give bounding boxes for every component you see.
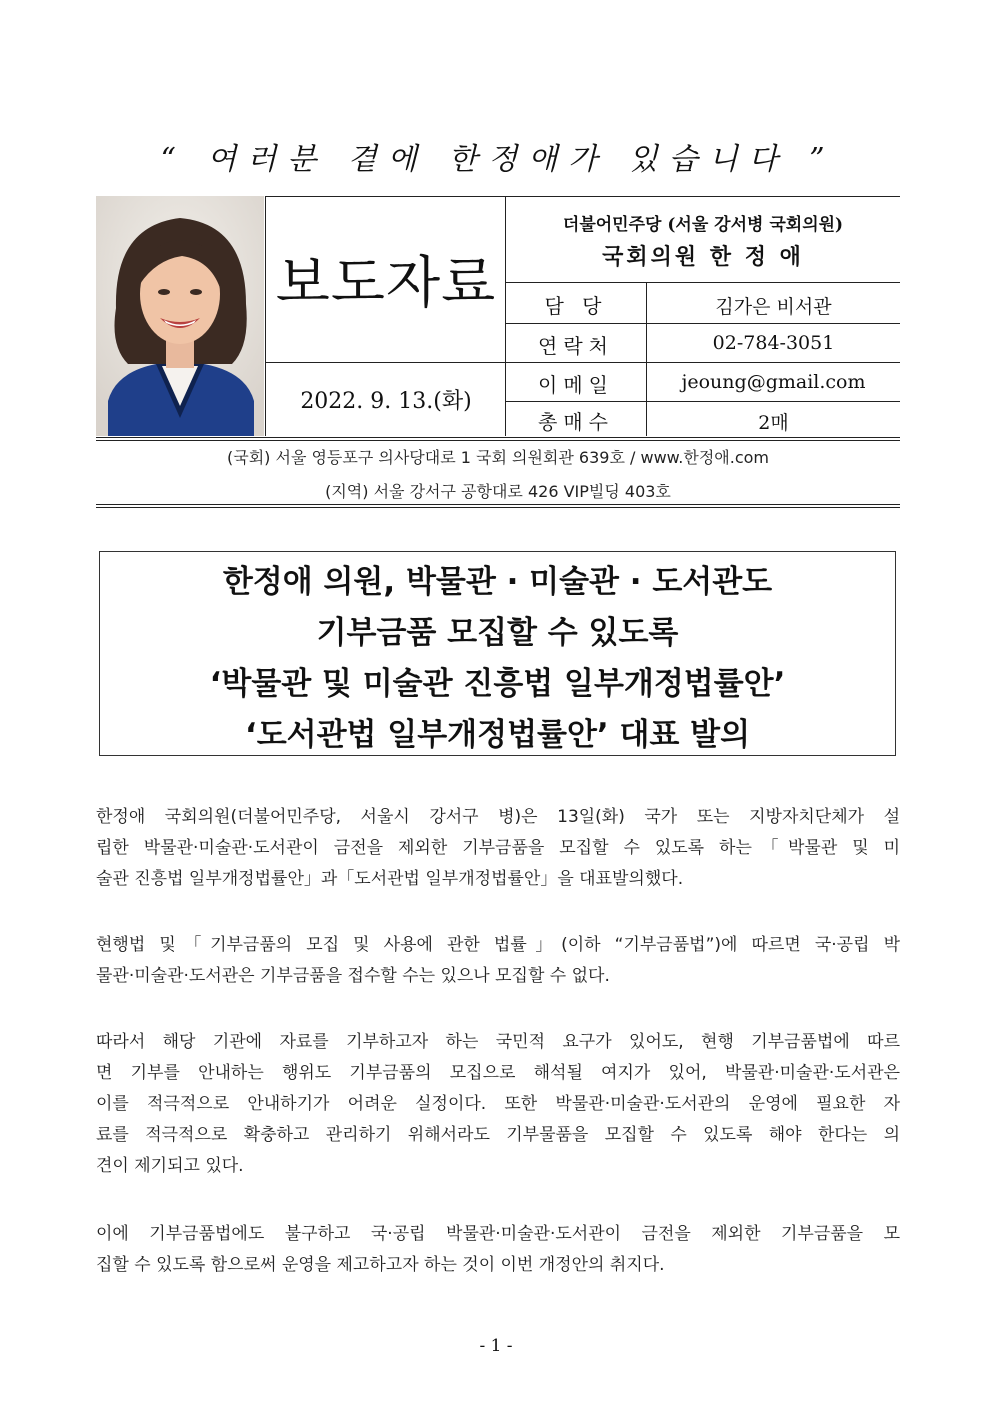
page-number: - 1 - [479,1336,513,1356]
paragraph-line: 견이 제기되고 있다. [96,1156,244,1176]
email-label: 이메일 [538,373,614,397]
paragraph-line: 한정애 국회의원(더불어민주당, 서울시 강서구 병)은 13일(화) 국가 또는 지방자치단체가 설 [96,807,900,827]
press-release-title-cell [266,196,506,362]
member-name: 국회의원 한 정 애 [602,244,804,270]
body-paragraph-3 [96,1027,900,1182]
page-count-value: 2매 [758,412,789,434]
headline-line-3: ‘박물관 및 미술관 진흥법 일부개정법률안’ [209,666,786,702]
paragraph-line: 따라서 해당 기관에 자료를 기부하고자 하는 국민적 요구가 있어도, 현행 기부금품법에 따르 [96,1032,900,1052]
email-value: jeoung@gmail.com [681,371,866,393]
release-date: 2022. 9. 13.(화) [300,388,472,414]
headline-line-2: 기부금품 모집할 수 있도록 [316,615,679,651]
paragraph-line: 면 기부를 안내하는 행위도 기부금품의 모집으로 해석될 여지가 있어, 박물관·미술관·도서관은 [96,1063,900,1083]
body-paragraph-4 [96,1219,900,1281]
press-release-title: 보도자료 [275,251,497,316]
headline-line-1: 한정애 의원, 박물관 · 미술관 · 도서관도 [222,564,773,600]
assembly-address: (국회) 서울 영등포구 의사당대로 1 국회 의원회관 639호 / www.한정애.com [227,448,769,467]
contact-person-label: 담 당 [544,294,608,318]
paragraph-line: 립한 박물관·미술관·도서관이 금전을 제외한 기부금품을 모집할 수 있도록 하는「박물관 및 미 [96,838,900,858]
contact-person-value: 김가은 비서관 [715,296,832,318]
phone-label: 연락처 [538,334,614,358]
paragraph-line: 이에 기부금품법에도 불구하고 국·공립 박물관·미술관·도서관이 금전을 제외한 기부금품을 모 [96,1224,900,1244]
paragraph-line: 물관·미술관·도서관은 기부금품을 접수할 수는 있으나 모집할 수 없다. [96,966,610,986]
party-affiliation: 더불어민주당 (서울 강서병 국회의원) [562,215,844,235]
headline-box [99,551,896,756]
party-cell [506,196,900,282]
body-paragraph-1 [96,802,900,895]
paragraph-line: 술관 진흥법 일부개정법률안」과「도서관법 일부개정법률안」을 대표발의했다. [96,869,684,889]
phone-value: 02-784-3051 [712,332,835,354]
headline-line-4: ‘도서관법 일부개정법률안’ 대표 발의 [244,717,751,753]
portrait-photo [96,196,264,436]
local-office-address: (지역) 서울 강서구 공항대로 426 VIP빌딩 403호 [325,482,671,501]
paragraph-line: 료를 적극적으로 확충하고 관리하기 위해서라도 기부물품을 모집할 수 있도록 해야 한다는 의 [96,1125,900,1145]
paragraph-line: 이를 적극적으로 안내하기가 어려운 실정이다. 또한 박물관·미술관·도서관의 운영에 필요한 자 [96,1094,900,1114]
paragraph-line: 현행법 및「기부금품의 모집 및 사용에 관한 법률」(이하 “기부금품법”)에 따르면 국·공립 박 [96,935,900,955]
paragraph-line: 집할 수 있도록 함으로써 운영을 제고하고자 하는 것이 이번 개정안의 취지다. [96,1255,665,1275]
page-count-label: 총매수 [538,410,614,434]
body-paragraph-2 [96,930,900,992]
slogan: “ 여러분 곁에 한정애가 있습니다 ” [160,142,836,177]
press-header-table [96,196,900,436]
